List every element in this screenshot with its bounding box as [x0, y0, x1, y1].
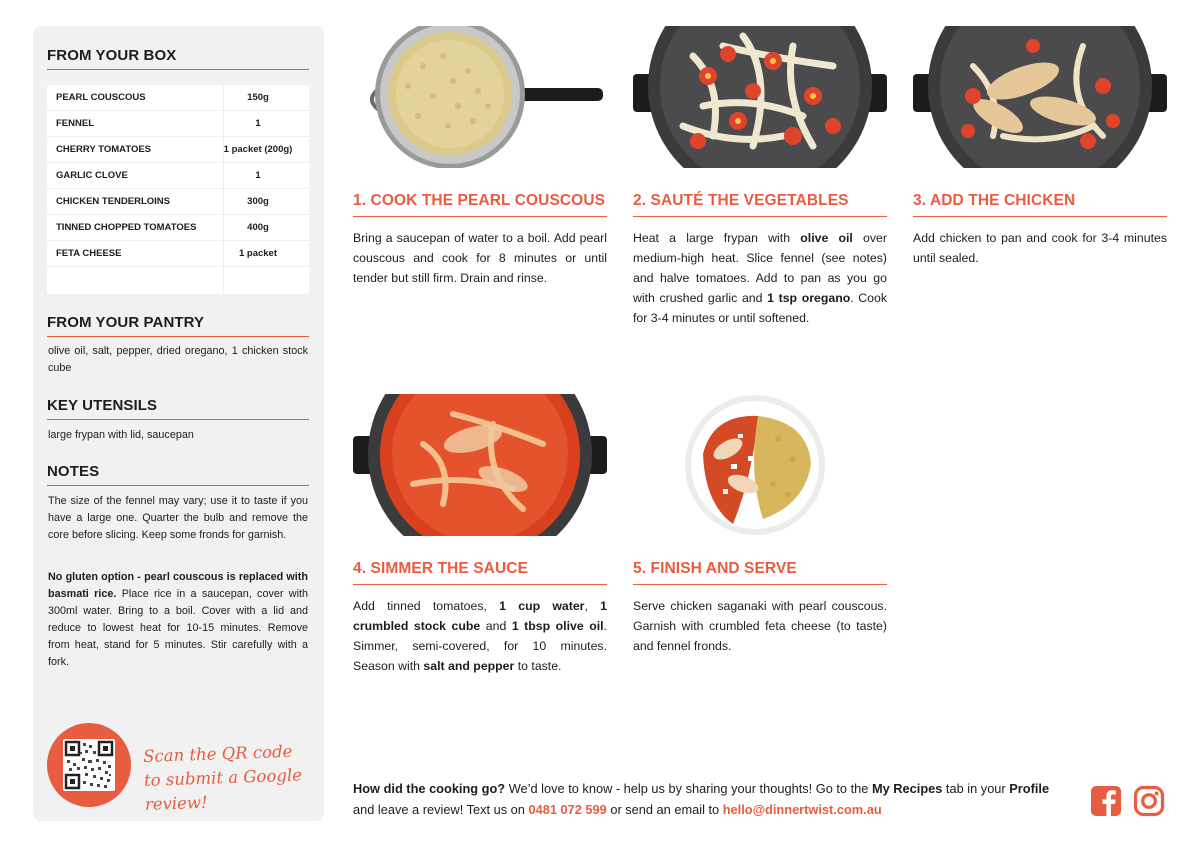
step-text-run: ,: [584, 599, 601, 613]
ingredient-name: TINNED CHOPPED TOMATOES: [56, 222, 197, 233]
footer-link[interactable]: hello@dinnertwist.com.au: [722, 802, 882, 817]
qr-badge: [47, 723, 131, 807]
ingredient-qty: 1 packet (200g): [223, 144, 293, 155]
ingredient-row: [47, 215, 309, 241]
footer-text-run: My Recipes: [871, 781, 943, 796]
step-text-run: 1 tbsp olive oil: [511, 619, 604, 633]
step-5-photo: [633, 394, 887, 536]
from-box-heading: FROM YOUR BOX: [47, 47, 309, 70]
step-1-photo: [353, 26, 607, 168]
footer-text-run: and leave a review! Text us on: [353, 802, 529, 817]
gluten-note-rest: Place rice in a saucepan, cover with 300ml water. Bring to a boil. Cover with a lid and reduce to lowest heat for 10-15 minutes. Remove from heat, stand for 5 minutes. Stir carefully with a fork.: [48, 588, 308, 668]
ingredient-name: CHERRY TOMATOES: [56, 144, 152, 155]
step-text-run: salt and pepper: [423, 659, 515, 673]
ingredient-qty: 400g: [247, 222, 269, 233]
ingredient-name: CHICKEN TENDERLOINS: [56, 196, 171, 207]
footer-text-run: How did the cooking go?: [353, 781, 506, 796]
qr-note: Scan the QR code to submit a Google review!: [142, 741, 303, 814]
step-text-run: 1 cup water: [499, 599, 585, 613]
ingredient-row: [47, 241, 309, 267]
utensils-heading: KEY UTENSILS: [47, 397, 309, 420]
ingredient-name: GARLIC CLOVE: [56, 170, 128, 181]
ingredient-row: [47, 163, 309, 189]
footer-text-run: Profile: [1009, 781, 1050, 796]
ingredient-row: [47, 189, 309, 215]
step-2-title: 2. SAUTÉ THE VEGETABLES: [633, 192, 887, 217]
step-text-run: Heat a large frypan with: [633, 231, 801, 245]
step-4-body: [353, 596, 607, 676]
step-text-run: 1 tsp oregano: [767, 291, 851, 305]
gluten-note-bold: No gluten option - pearl couscous is replaced with basmati rice.: [48, 571, 308, 600]
ingredient-name: FENNEL: [56, 118, 94, 129]
ingredient-name: PEARL COUSCOUS: [56, 92, 146, 103]
ingredient-qty: 1: [255, 118, 261, 129]
pantry-heading: FROM YOUR PANTRY: [47, 314, 309, 337]
step-text-run: to taste.: [514, 659, 562, 673]
step-text-run: . Simmer, semi-covered, for 10 minutes. Season with: [353, 619, 607, 673]
step-text-run: Add chicken to pan and cook for 3-4 minutes until sealed.: [913, 231, 1167, 265]
gluten-note: [48, 569, 308, 671]
ingredient-row: [47, 85, 309, 111]
ingredient-name: FETA CHEESE: [56, 248, 122, 259]
step-2-photo: [633, 26, 887, 168]
ingredient-qty: 1: [255, 170, 261, 181]
footer-text-run: tab in your: [942, 781, 1010, 796]
step-3-photo: [913, 26, 1167, 168]
step-4-title: 4. SIMMER THE SAUCE: [353, 560, 607, 585]
ingredient-qty: 300g: [247, 196, 269, 207]
step-text-run: Serve chicken saganaki with pearl couscous. Garnish with crumbled feta cheese (to taste) and fennel fronds.: [633, 599, 887, 653]
step-text-run: Add tinned tomatoes,: [353, 599, 500, 613]
step-5-title: 5. FINISH AND SERVE: [633, 560, 887, 585]
qr-code[interactable]: [63, 739, 115, 791]
step-text-run: Bring a saucepan of water to a boil. Add pearl couscous and cook for 8 minutes or until tender but still firm. Drain and rinse.: [353, 231, 607, 285]
step-2-body: [633, 228, 887, 328]
footer-text-run: We’d love to know - help us by sharing your thoughts! Go to the: [505, 781, 872, 796]
review-footer: [353, 778, 1073, 820]
ingredient-row: [47, 137, 309, 163]
step-3-body: [913, 228, 1167, 268]
ingredient-qty: 150g: [247, 92, 269, 103]
step-text-run: over medium-high heat. Slice fennel (see notes) and halve tomatoes. Add to pan as you go with crushed garlic and: [633, 231, 887, 305]
step-4-photo: [353, 394, 607, 536]
utensils-text: large frypan with lid, saucepan: [48, 429, 194, 441]
step-text-run: and: [480, 619, 512, 633]
step-text-run: 1 crumbled stock cube: [353, 599, 607, 633]
notes-heading: NOTES: [47, 463, 309, 486]
sidebar: [33, 26, 324, 821]
step-1-title: 1. COOK THE PEARL COUSCOUS: [353, 192, 607, 217]
notes-text: The size of the fennel may vary; use it to taste if you have a large one. Quarter the bulb and remove the core before slicing. Keep some fronds for garnish.: [48, 495, 308, 541]
step-5-body: [633, 596, 887, 656]
step-1-body: [353, 228, 607, 288]
ingredient-row: [47, 111, 309, 137]
footer-link[interactable]: 0481 072 599: [528, 802, 607, 817]
footer-text-run: or send an email to: [606, 802, 723, 817]
pantry-text: olive oil, salt, pepper, dried oregano, 1 chicken stock cube: [48, 345, 308, 374]
step-3-title: 3. ADD THE CHICKEN: [913, 192, 1167, 217]
step-text-run: olive oil: [800, 231, 853, 245]
ingredients-table: [47, 85, 309, 294]
step-text-run: . Cook for 3-4 minutes or until softened.: [633, 291, 887, 325]
instagram-icon[interactable]: [1133, 785, 1165, 817]
facebook-icon[interactable]: [1090, 785, 1122, 817]
ingredient-qty: 1 packet: [238, 248, 278, 259]
